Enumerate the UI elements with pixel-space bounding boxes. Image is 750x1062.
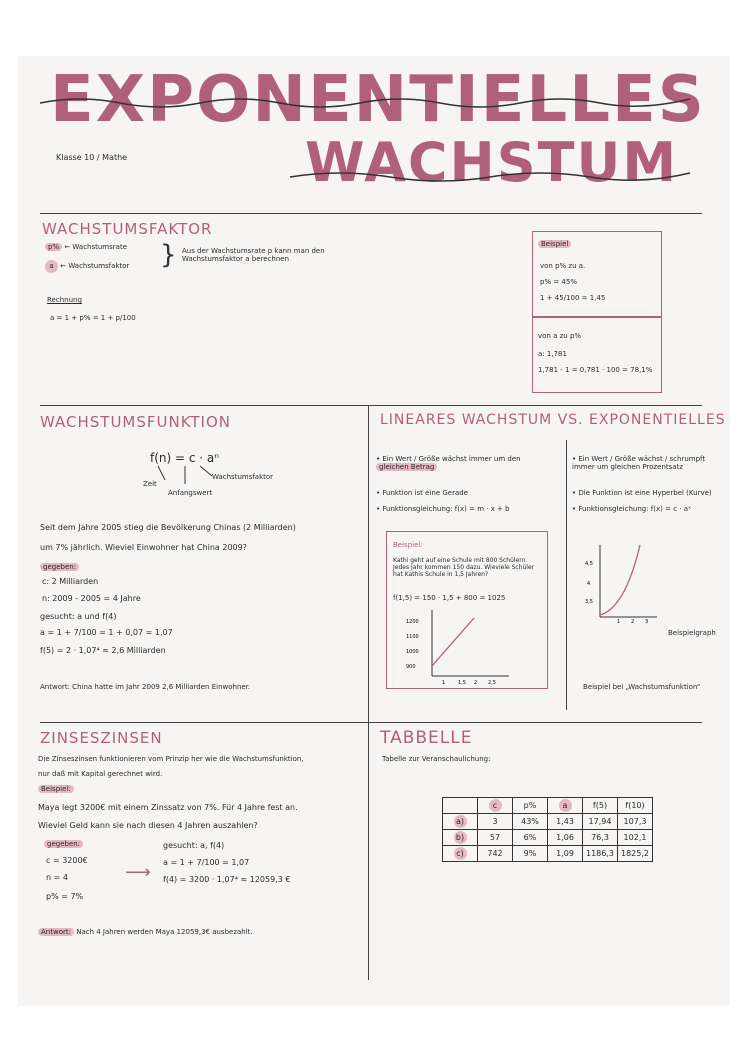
table-cell: 1,43	[548, 814, 583, 830]
divider-vertical	[368, 405, 369, 980]
table-cell: a)	[443, 814, 478, 830]
section-heading-zinseszinsen: ZINSESZINSEN	[40, 729, 163, 747]
section-heading-wachstumsfaktor: WACHSTUMSFAKTOR	[42, 220, 213, 238]
table-cell: b)	[443, 830, 478, 846]
formula-arrows	[150, 462, 220, 488]
p-symbol: p%	[45, 243, 62, 251]
exp-example-note: Beispiel bei „Wachstumsfunktion“	[583, 683, 701, 691]
table-cell: 9%	[513, 846, 548, 862]
a-definition	[45, 260, 129, 273]
lin-point1: • Ein Wert / Größe wächst immer um den gleichen Betrag	[376, 455, 521, 472]
lin-xtick-2-5: 2,5	[488, 680, 496, 686]
brace-icon: }	[160, 240, 177, 270]
exp-ytick-4: 4	[587, 581, 591, 587]
label-faktor: Wachstumsfaktor	[212, 473, 274, 481]
given-c: c: 2 Milliarden	[42, 577, 99, 586]
lin-xtick-1: 1	[442, 680, 446, 686]
table-cell: 1,09	[548, 846, 583, 862]
a-symbol: a	[45, 260, 58, 273]
label-anfangswert: Anfangswert	[168, 489, 213, 497]
factor-note: Aus der Wachstumsrate p kann man den Wachstumsfaktor a berechnen	[182, 247, 325, 264]
table-header-cell	[443, 798, 478, 814]
example-label: Beispiel	[538, 240, 571, 248]
title-squiggle	[40, 85, 700, 195]
divider-vergleich	[566, 440, 567, 710]
exp-ytick-3-5: 3,5	[585, 599, 593, 605]
calc-f: f(5) = 2 · 1,07⁴ ≈ 2,6 Milliarden	[40, 646, 166, 655]
zins-line2: nur daß mit Kapital gerechnet wird.	[38, 770, 163, 778]
table-cell: 1825,2	[618, 846, 653, 862]
zins-task2: Wieviel Geld kann sie nach diesen 4 Jahren auszahlen?	[38, 821, 258, 830]
lin-ytick-900: 900	[406, 664, 416, 670]
lin-ytick-1100: 1100	[406, 634, 419, 640]
table-header-cell: c	[478, 798, 513, 814]
table-cell: c)	[443, 846, 478, 862]
given-n: n: 2009 - 2005 = 4 Jahre	[42, 594, 141, 603]
zins-wanted: gesucht: a, f(4)	[163, 841, 225, 850]
zins-calc-a: a = 1 + 7/100 = 1,07	[163, 858, 250, 867]
lin-point3: • Funktionsgleichung: f(x) = m · x + b	[376, 505, 510, 513]
lin-ytick-1000: 1000	[406, 649, 419, 655]
rechnung-label: Rechnung	[47, 296, 82, 304]
divider-mid	[40, 405, 702, 406]
zins-beispiel-label: Beispiel:	[38, 785, 74, 793]
zins-task1: Maya legt 3200€ mit einem Zinssatz von 7%. Für 4 Jahre fest an.	[38, 803, 298, 812]
table-cell: 742	[478, 846, 513, 862]
table-header-cell: a	[548, 798, 583, 814]
table-cell: 6%	[513, 830, 548, 846]
table-cell: 102,1	[618, 830, 653, 846]
divider-top	[40, 213, 702, 214]
exp-xtick-1: 1	[617, 619, 621, 623]
lin-xtick-1-5: 1,5	[458, 680, 466, 686]
a-label: ← Wachstumsfaktor	[60, 262, 130, 270]
answer-china: Antwort: China hatte im Jahr 2009 2,6 Milliarden Einwohner.	[40, 683, 251, 691]
table-header-row	[443, 798, 653, 814]
title-line1: EXPONENTIELLES	[50, 63, 706, 137]
tabelle-subtitle: Tabelle zur Veranschaulichung:	[382, 755, 491, 763]
exp-xtick-3: 3	[645, 619, 649, 623]
table-cell: 3	[478, 814, 513, 830]
lin-xtick-2: 2	[474, 680, 478, 686]
function-formula: f(n) = c · aⁿ	[150, 451, 220, 465]
linear-example-calc: f(1,5) = 150 · 1,5 + 800 = 1025	[393, 594, 506, 602]
calc-a: a = 1 + 7/100 = 1 + 0,07 = 1,07	[40, 628, 173, 637]
zins-given-p: p% = 7%	[46, 892, 84, 901]
table-cell: 76,3	[583, 830, 618, 846]
exp-xtick-2: 2	[631, 619, 635, 623]
example-line1: von p% zu a.	[540, 262, 586, 270]
title-line2: WACHSTUM	[305, 131, 679, 194]
table-cell: 43%	[513, 814, 548, 830]
factor-example-divider	[533, 316, 661, 318]
lin-ytick-1200: 1200	[406, 619, 419, 625]
table-header-cell: f(5)	[583, 798, 618, 814]
exp-point1: • Ein Wert / Größe wächst / schrumpft immer um gleichen Prozentsatz	[572, 455, 706, 472]
example-line6: 1,781 - 1 = 0,781 · 100 = 78,1%	[538, 366, 653, 374]
table-cell: 17,94	[583, 814, 618, 830]
table-row	[443, 814, 653, 830]
example-line2: p% = 45%	[540, 278, 577, 286]
section-heading-vergleich: LINEARES WACHSTUM VS. EXPONENTIELLES	[380, 412, 726, 428]
table-cell: 1186,3	[583, 846, 618, 862]
section-heading-wachstumsfunktion: WACHSTUMSFUNKTION	[40, 413, 232, 431]
example-line3: 1 + 45/100 = 1,45	[540, 294, 606, 302]
exp-point3: • Funktionsgleichung: f(x) = c · aˣ	[572, 505, 692, 513]
exp-graph	[585, 543, 665, 623]
table-header-cell: f(10)	[618, 798, 653, 814]
zins-calc-f: f(4) = 3200 · 1,07⁴ ≈ 12059,3 €	[163, 875, 291, 884]
p-definition	[45, 243, 127, 251]
example-line4: von a zu p%	[538, 332, 582, 340]
table-row	[443, 846, 653, 862]
zins-given-c: c = 3200€	[46, 856, 88, 865]
wanted: gesucht: a und f(4)	[40, 612, 117, 621]
linear-example-text: Kathi geht auf eine Schule mit 800 Schülern. Jedes Jahr kommen 150 dazu. Wieviele Schüler hat Kathis Schule in 1,5 Jahren?	[393, 557, 535, 578]
label-zeit: Zeit	[143, 480, 157, 488]
lin-point2: • Funktion ist eine Gerade	[376, 489, 468, 497]
zins-answer: Antwort: Nach 4 Jahren werden Maya 12059,3€ ausbezahlt.	[38, 928, 253, 936]
exp-graph-caption: Beispielgraph	[668, 629, 716, 637]
task-line1: Seit dem Jahre 2005 stieg die Bevölkerung Chinas (2 Milliarden)	[40, 523, 296, 532]
table-cell: 107,3	[618, 814, 653, 830]
exp-point2: • Die Funktion ist eine Hyperbel (Kurve)	[572, 489, 712, 497]
table-cell: 57	[478, 830, 513, 846]
linear-graph	[404, 608, 514, 688]
zins-given-n: n = 4	[46, 873, 68, 882]
table-cell: 1,06	[548, 830, 583, 846]
task-line2: um 7% jährlich. Wieviel Einwohner hat China 2009?	[40, 543, 247, 552]
example-line5: a: 1,781	[538, 350, 567, 358]
given-label: gegeben:	[40, 563, 79, 571]
exp-ytick-4-5: 4,5	[585, 561, 593, 567]
value-table	[442, 797, 653, 862]
p-label: ← Wachstumsrate	[64, 243, 127, 251]
table-header-cell: p%	[513, 798, 548, 814]
divider-bottom	[40, 722, 702, 723]
arrow-right-icon: ⟶	[125, 862, 151, 883]
zins-line1: Die Zinseszinsen funktionieren vom Prinzip her wie die Wachstumsfunktion,	[38, 755, 304, 763]
zins-given-label: gegeben:	[44, 840, 83, 848]
table-row	[443, 830, 653, 846]
class-label: Klasse 10 / Mathe	[56, 153, 128, 162]
linear-example-label: Beispiel:	[393, 541, 423, 549]
section-heading-tabelle: TABBELLE	[380, 728, 473, 748]
rechnung-formula: a = 1 + p% = 1 + p/100	[50, 314, 136, 322]
